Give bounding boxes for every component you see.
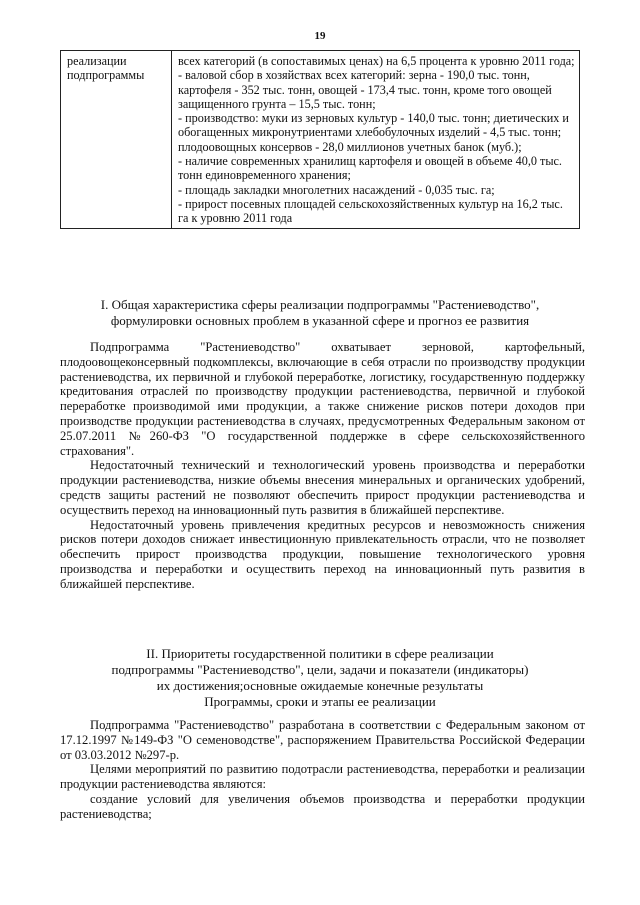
content-line: - площадь закладки многолетних насаждений - 0,035 тыс. га;	[178, 182, 495, 197]
content-line: - наличие современных хранилищ картофеля и овощей в объеме 40,0 тыс. тонн единовременного хранения;	[178, 154, 562, 183]
table-label-cell	[61, 51, 172, 229]
paragraph: Недостаточный технический и технологический уровень производства и переработки продукции растениеводства, низкие объемы внесения минеральных и органических удобрений, средств защиты растений не позволяют обеспечить прирост продукции растениеводства и осуществить переход на инновационный путь развития в ближайшей перспективе.	[60, 458, 585, 517]
content-line: - прирост посевных площадей сельскохозяйственных культур на 16,2 тыс. га к уровню 2011 года	[178, 196, 563, 226]
section-1-body	[60, 340, 585, 592]
heading-line: формулировки основных проблем в указанной сфере и прогноз ее развития	[110, 313, 530, 328]
page-number: 19	[314, 30, 326, 42]
heading-line: их достижения;основные ожидаемые конечные результаты	[156, 678, 484, 693]
section-1-heading	[60, 297, 580, 329]
paragraph: Целями мероприятий по развитию подотрасли растениеводства, переработки и реализации продукции растениеводства являются:	[60, 762, 585, 792]
table-row	[61, 51, 580, 229]
content-line: всех категорий (в сопоставимых ценах) на 6,5 процента к уровню 2011 года;	[178, 54, 575, 68]
content-line: - производство: муки из зерновых культур - 140,0 тыс. тонн; диетических и обогащенных микронутриентами хлебобулочных изделий - 4,5 тыс. тонн; плодоовощных консервов - 28,0 миллионов учетных банок (муб.);	[178, 111, 569, 154]
label-line: реализации	[67, 54, 127, 68]
table-content-cell	[172, 51, 580, 229]
heading-line: подпрограммы "Растениеводство", цели, задачи и показатели (индикаторы)	[111, 662, 529, 677]
paragraph: Недостаточный уровень привлечения кредитных ресурсов и невозможность снижения рисков потери доходов снижает инвестиционную привлекательность отрасли, что не позволяет обеспечить прирост производства продукции, повышение технологического уровня производства и переработки и осуществить переход на инновационный путь развития в ближайшей перспективе.	[60, 517, 585, 591]
paragraph: Подпрограмма "Растениеводство" разработана в соответствии с Федеральным законом от 17.12.1997 №149-ФЗ "О семеноводстве", распоряжением Правительства Российской Федерации от 03.03.2012 №297-р.	[60, 718, 585, 762]
heading-line: II. Приоритеты государственной политики в сфере реализации	[146, 646, 494, 661]
heading-line: I. Общая характеристика сферы реализации подпрограммы "Растениеводство",	[100, 297, 540, 312]
section-2-body	[60, 718, 585, 822]
section-2-heading	[60, 646, 580, 710]
paragraph: создание условий для увеличения объемов производства и переработки продукции растениеводства;	[60, 791, 585, 821]
heading-line: Программы, сроки и этапы ее реализации	[204, 694, 436, 709]
summary-table	[60, 50, 580, 229]
label-line: подпрограммы	[67, 68, 145, 83]
content-line: - валовой сбор в хозяйствах всех категорий: зерна - 190,0 тыс. тонн, картофеля - 352 тыс. тонн, овощей - 173,4 тыс. тонн, кроме того овощей защищенного грунта – 15,5 тыс. тонн;	[178, 68, 552, 111]
paragraph: Подпрограмма "Растениеводство" охватывает зерновой, картофельный, плодоовощеконсервный подкомплексы, включающие в себя отрасли по производству продукции растениеводства, их первичной и глубокой переработке, логистику, государственную поддержку кредитования отраслей по производству продукции растениеводства, первичной и глубокой переработке производимой ими продукции, а также снижение рисков потери доходов при производстве продукции растениеводства в случаях, предусмотренных Федеральным законом от 25.07.2011 №260-ФЗ "О государственной поддержке в сфере сельскохозяйственного страхования".	[60, 340, 585, 458]
